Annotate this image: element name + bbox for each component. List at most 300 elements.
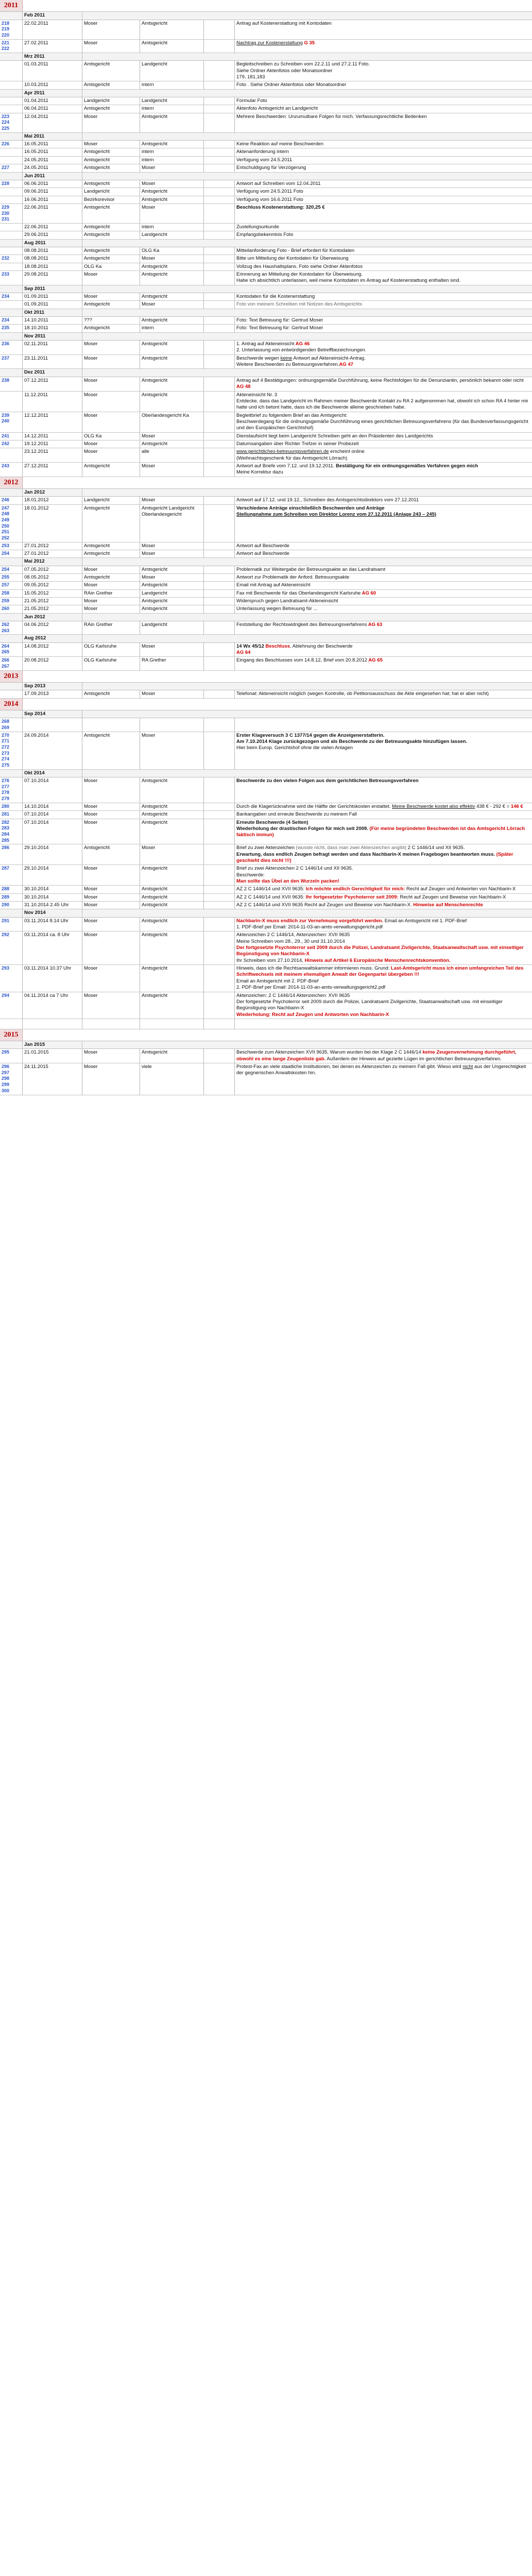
document-number: 290 [2, 902, 10, 908]
recipient-cell: Amtsgericht [140, 263, 204, 271]
year-spacer [82, 0, 532, 11]
subject-text: Protest-Fax an viele staatliche Institutionen, bei denen es Aktenzeichen zu meinem Fall gibt. Wieso wird [236, 1064, 463, 1070]
document-row [0, 341, 532, 355]
subject-text: Nachbarin-X muss endlich zur Vernehmung vorgeführt werden. [236, 918, 384, 924]
document-number: 289 [2, 894, 10, 900]
month-header [0, 909, 532, 917]
subject-text: Fax mit Beschwerde für das Oberlandesgericht Karlsruhe [236, 590, 361, 596]
pages-cell [204, 113, 235, 133]
subject-text: AZ 2 C 1446/14 und XVII 9635: [236, 886, 306, 892]
month-spacer [0, 369, 23, 376]
month-spacer [0, 53, 23, 60]
month-header [0, 240, 532, 247]
row-number-cell [0, 271, 23, 285]
subject-line [236, 455, 530, 462]
date-cell: 08.08.2011 [23, 247, 82, 255]
subject-text: Datumsangaben über Richter Trefzer in seiner Probezeit [236, 440, 359, 447]
pages-cell [204, 204, 235, 224]
subject-text: Siehe Ordner Aktenfotos oder Monatsordner [236, 67, 333, 74]
month-header [0, 173, 532, 180]
date-cell: 07.10.2014 [23, 811, 82, 819]
subject-text: AG 48 [236, 384, 251, 390]
subject-text: Antwort auf Briefe vom 7.12. und 19.12.2011. [236, 463, 336, 469]
month-spacer [82, 53, 532, 60]
date-cell: 14.10.2014 [23, 803, 82, 811]
pages-cell [204, 224, 235, 231]
sender-cell: Landgericht [82, 188, 140, 196]
pages-cell [204, 811, 235, 819]
pages-cell [204, 1063, 235, 1095]
month-spacer [82, 133, 532, 140]
date-cell: 24.09.2014 [23, 732, 82, 770]
pages-cell [204, 894, 235, 902]
recipient-cell: Landgericht [140, 621, 204, 635]
recipient-cell: Amtsgericht [140, 582, 204, 589]
month-header [0, 710, 532, 718]
date-cell: 18.01.2012 [23, 505, 82, 543]
subject-line [236, 149, 530, 155]
recipient-cell: Amtsgericht [140, 992, 204, 1019]
sender-cell: Amtsgericht [82, 505, 140, 543]
document-number: 263 [2, 628, 10, 633]
row-number-cell [0, 918, 23, 932]
date-cell: 29.10.2014 [23, 844, 82, 865]
empty-cell [140, 1019, 204, 1029]
row-number-cell [0, 550, 23, 558]
subject-line [236, 224, 530, 230]
document-row [0, 718, 532, 732]
pages-cell [204, 732, 235, 770]
date-cell: 09.05.2012 [23, 582, 82, 589]
subject-cell [235, 141, 532, 148]
date-cell: 23.12.2011 [23, 448, 82, 463]
recipient-cell: Amtsgericht [140, 918, 204, 932]
date-cell: 19.12.2011 [23, 440, 82, 448]
date-cell: 14.10.2011 [23, 317, 82, 325]
subject-line [236, 551, 530, 557]
date-cell: 21.05.2012 [23, 598, 82, 605]
subject-text: Widerspruch gegen Landratsamt-Akteneinsicht [236, 598, 338, 604]
month-spacer [82, 710, 532, 718]
row-number-cell [0, 886, 23, 893]
date-cell: 16.05.2011 [23, 141, 82, 148]
subject-text: AG 47 [339, 362, 353, 368]
document-number: 250 [2, 523, 10, 529]
document-row [0, 605, 532, 613]
subject-line [236, 866, 530, 872]
subject-text: Meine Schreiben vom 28., 29., 30 und 31.10.2014 [236, 938, 345, 944]
month-header [0, 285, 532, 293]
document-number: 293 [2, 965, 10, 971]
recipient-cell: Amtsgericht [140, 902, 204, 909]
document-row [0, 844, 532, 865]
year-spacer [23, 699, 82, 710]
pages-cell [204, 543, 235, 550]
row-number-cell [0, 811, 23, 819]
document-row [0, 97, 532, 105]
recipient-cell: Landgericht [140, 61, 204, 81]
sender-cell: Amtsgericht [82, 204, 140, 224]
subject-cell [235, 301, 532, 309]
pages-cell [204, 247, 235, 255]
recipient-cell: intern [140, 105, 204, 113]
document-number: 299 [2, 1082, 10, 1088]
document-number: 234 [2, 294, 10, 299]
recipient-cell: Amtsgericht [140, 931, 204, 965]
subject-cell [235, 657, 532, 670]
date-cell: 18.08.2011 [23, 263, 82, 271]
sender-cell: Amtsgericht [82, 180, 140, 188]
subject-text: Aktenzeichen: 2 C 1446/14 Aktenzeichen: XVII 9635 [236, 992, 350, 998]
empty-cell [235, 718, 532, 732]
date-cell: 04.11.2014 ca 7 Uhr [23, 992, 82, 1019]
month-spacer [0, 770, 23, 777]
subject-text: (Für meine begründeten Beschwerden ist das Amtsgericht Lörrach faktisch immun) [236, 825, 525, 838]
sender-cell: Amtsgericht [82, 255, 140, 263]
subject-text: Aktenzeichen 2 C 1446/14, Aktenzeichen: XVII 9635 [236, 932, 350, 938]
date-cell: 30.10.2014 [23, 894, 82, 902]
month-spacer [0, 133, 23, 140]
document-number: 274 [2, 756, 10, 762]
subject-text: Zustellungsurkunde [236, 224, 279, 230]
subject-line [236, 189, 530, 195]
subject-line [236, 82, 530, 88]
subject-line [236, 778, 530, 784]
pages-cell [204, 902, 235, 909]
subject-line [236, 643, 530, 650]
subject-text: Telefonat: Akteneinsicht möglich (wegen Kontrolle, ob Petitionsausschuss die Akte eingesehen hat; hat er aber nicht) [236, 691, 489, 697]
subject-cell [235, 865, 532, 886]
document-row [0, 621, 532, 635]
document-number: 242 [2, 440, 10, 446]
pages-cell [204, 819, 235, 845]
document-row [0, 377, 532, 392]
subject-cell [235, 377, 532, 392]
document-number: 239 [2, 412, 10, 418]
row-number-cell [0, 105, 23, 113]
empty-cell [140, 718, 204, 732]
month-label: Aug 2012 [23, 635, 82, 642]
month-spacer [82, 240, 532, 247]
date-cell: 08.05.2012 [23, 574, 82, 582]
subject-text: Antrag auf Kostenerstattung mit Kontodaten [236, 20, 332, 26]
subject-line [236, 419, 530, 432]
sender-cell: Amtsgericht [82, 301, 140, 309]
date-cell: 29.06.2011 [23, 231, 82, 239]
subject-line [236, 958, 530, 964]
year-label: 2013 [0, 671, 23, 682]
recipient-cell: Amtsgericht [140, 141, 204, 148]
row-number-cell [0, 231, 23, 239]
subject-cell [235, 433, 532, 440]
subject-cell [235, 317, 532, 325]
pages-cell [204, 188, 235, 196]
recipient-cell: Amtsgericht [140, 811, 204, 819]
sender-cell: Amtsgericht [82, 325, 140, 332]
subject-cell [235, 293, 532, 301]
month-spacer [0, 489, 23, 496]
document-number: 249 [2, 517, 10, 522]
document-number: 282 [2, 819, 10, 825]
row-number-cell [0, 657, 23, 670]
pages-cell [204, 97, 235, 105]
document-row [0, 582, 532, 589]
subject-line [236, 567, 530, 573]
subject-text: 14 Wx 45/12 [236, 643, 266, 649]
document-row [0, 598, 532, 605]
row-number-cell [0, 20, 23, 40]
sender-cell: Moser [82, 40, 140, 53]
subject-text: Ich möchte endlich Gerechtigkeit für mich: [305, 886, 405, 892]
subject-text: erscheint online [329, 449, 365, 455]
row-number-cell [0, 844, 23, 865]
pages-cell [204, 844, 235, 865]
subject-text: keine Zeugenvernehmung durchgeführt, obwohl es eine lange Zeugenliste gab. [236, 1049, 517, 1062]
subject-text: Brief zu zwei Aktenzeichen [236, 845, 296, 851]
empty-cell [204, 1019, 235, 1029]
date-cell: 22.06.2011 [23, 224, 82, 231]
date-cell: 08.08.2011 [23, 255, 82, 263]
document-row [0, 931, 532, 965]
subject-text: Entdecke, dass das Landgericht im Rahmen meiner Beschwerde Kontakt zu RA 2 aufgenommen hat, obwohl ich schon RA 4 hinter mir hatte und ich betont hatte, dass ich die Beschwerde alleine geschrieben habe. [236, 398, 528, 411]
sender-cell: Amtsgericht [82, 81, 140, 89]
row-number-cell [0, 505, 23, 543]
recipient-cell: Amtsgericht [140, 113, 204, 133]
pages-cell [204, 81, 235, 89]
subject-line [236, 965, 530, 978]
recipient-cell: Moser [140, 543, 204, 550]
document-row [0, 732, 532, 770]
subject-cell [235, 690, 532, 698]
sender-cell: Moser [82, 377, 140, 392]
sender-cell: OLG Karlsruhe [82, 643, 140, 657]
row-number-cell [0, 196, 23, 204]
sender-cell: Moser [82, 1063, 140, 1095]
recipient-cell: RA Grether [140, 657, 204, 670]
date-cell: 10.03.2011 [23, 81, 82, 89]
subject-text: Verschiedene Anträge einschließlich Beschwerden und Anträge [236, 505, 385, 511]
recipient-cell: Moser [140, 255, 204, 263]
document-number: 278 [2, 790, 10, 795]
document-number: 230 [2, 210, 10, 216]
subject-text: Mehrere Beschwerden: Unzumutbare Folgen für mich. Verfassungsrechtliche Bedenken [236, 113, 427, 120]
subject-cell [235, 263, 532, 271]
document-number: 247 [2, 505, 10, 511]
subject-text: Aktenanforderung intern [236, 149, 289, 155]
subject-text: Dienstaufsicht liegt beim Landgericht Schreiben geht an den Präsidenten des Landgerichts [236, 433, 433, 439]
subject-text: Beschwerde: [236, 872, 265, 878]
document-number: 233 [2, 272, 10, 277]
document-number: 246 [2, 497, 10, 503]
document-number: 237 [2, 355, 10, 361]
sender-cell: Moser [82, 865, 140, 886]
subject-text: Durch die Klagerücknahme wird die Hälfte der Gerichtskosten erstattet. [236, 803, 392, 809]
subject-text: Ihr fortgesetzter Psychoterror seit 2009: [305, 894, 399, 900]
subject-text: Bestätigung für ein ordnungsgemäßes Verfahren gegen mich [336, 463, 478, 469]
recipient-cell: intern [140, 325, 204, 332]
month-label: Mai 2012 [23, 558, 82, 565]
subject-text: Man sollte das Übel an den Wurzeln packen! [236, 878, 339, 884]
year-spacer [23, 671, 82, 682]
recipient-cell: Amtsgericht [140, 271, 204, 285]
month-label: Nov 2011 [23, 333, 82, 340]
pages-cell [204, 341, 235, 355]
subject-line [236, 590, 530, 597]
subject-line [236, 264, 530, 270]
subject-cell [235, 448, 532, 463]
subject-text: Foto: Text Betreuung für: Gertrud Moser [236, 325, 323, 331]
subject-text: AG 60 [361, 590, 376, 596]
subject-line [236, 413, 530, 419]
document-number: 234 [2, 317, 10, 323]
month-spacer [0, 173, 23, 180]
date-cell: 23.11.2011 [23, 355, 82, 369]
subject-line [236, 197, 530, 203]
pages-cell [204, 392, 235, 412]
document-row [0, 105, 532, 113]
document-row [0, 886, 532, 893]
recipient-cell: Amtsgericht [140, 894, 204, 902]
document-row [0, 803, 532, 811]
document-number: 275 [2, 762, 10, 768]
subject-text: Antwort auf Schreiben vom 12.04.2011 [236, 180, 321, 187]
year-spacer [82, 477, 532, 488]
document-number: 221 [2, 40, 10, 45]
document-number: 225 [2, 126, 10, 131]
document-row [0, 965, 532, 992]
subject-text: Vollzug des Haushaltsplans. Foto siehe Ordner Aktenfotos [236, 263, 363, 269]
subject-text: Wiederholung: Recht auf Zeugen und Antworten von Nachbarin-X [236, 1011, 389, 1018]
recipient-cell: Moser [140, 550, 204, 558]
document-row [0, 657, 532, 670]
subject-text: Ihr Schreiben vom 27.10.2014, [236, 957, 305, 963]
document-number: 254 [2, 566, 10, 572]
recipient-cell: Landgericht [140, 231, 204, 239]
subject-line [236, 978, 530, 985]
subject-text: AG 65 [367, 657, 383, 664]
row-number-cell [0, 301, 23, 309]
subject-cell [235, 341, 532, 355]
row-number-cell [0, 992, 23, 1019]
document-number: 280 [2, 803, 10, 809]
document-row [0, 448, 532, 463]
subject-text: Beschluss [236, 204, 261, 210]
recipient-cell: Amtsgericht [140, 40, 204, 53]
document-number: 277 [2, 784, 10, 789]
row-number-cell [0, 605, 23, 613]
subject-cell [235, 164, 532, 172]
document-number: 219 [2, 26, 10, 32]
pages-cell [204, 141, 235, 148]
subject-cell [235, 643, 532, 657]
row-number-cell [0, 81, 23, 89]
month-spacer [82, 369, 532, 376]
document-row [0, 902, 532, 909]
month-label: Aug 2011 [23, 240, 82, 247]
subject-line [236, 1049, 530, 1062]
recipient-cell: Amtsgericht [140, 819, 204, 845]
date-cell: 24.05.2011 [23, 164, 82, 172]
recipient-cell: Amtsgericht [140, 188, 204, 196]
subject-cell [235, 1063, 532, 1095]
recipient-cell: Amtsgericht [140, 777, 204, 803]
recipient-cell: Amtsgericht [140, 317, 204, 325]
row-number-cell [0, 440, 23, 448]
row-number-cell [0, 1063, 23, 1095]
subject-line [236, 945, 530, 958]
recipient-cell: intern [140, 81, 204, 89]
date-cell: 22.06.2011 [23, 204, 82, 224]
pages-cell [204, 231, 235, 239]
recipient-cell: intern [140, 224, 204, 231]
sender-cell: Amtsgericht [82, 844, 140, 865]
recipient-cell: Amtsgericht [140, 355, 204, 369]
pages-cell [204, 196, 235, 204]
date-cell: 22.02.2011 [23, 20, 82, 40]
subject-cell [235, 355, 532, 369]
date-cell: 31.10.2014 2.45 Uhr [23, 902, 82, 909]
subject-cell [235, 543, 532, 550]
subject-line [236, 21, 530, 27]
row-number-cell [0, 902, 23, 909]
subject-text: (wusste nicht, dass man zwei Aktenzeichen angibt) [296, 845, 407, 851]
subject-text: Erwartung, dass endlich Zeugen befragt werden und dass Nachbarin-X meinen Fragebogen beantworten muss. [236, 851, 496, 857]
subject-cell [235, 180, 532, 188]
month-spacer [82, 173, 532, 180]
subject-text: Last-Amtsgericht muss ich einen umfangreichen Teil des Schriftwechsels mit meinem ehemaligen Anwalt der Gegenpartei übergeben !!! [236, 965, 524, 978]
subject-text: Foto von meinem Schreiben mit Notizen des Amtsgerichts [236, 301, 362, 308]
sender-cell: Moser [82, 811, 140, 819]
subject-cell [235, 113, 532, 133]
document-row [0, 255, 532, 263]
sender-cell: Moser [82, 392, 140, 412]
document-number: 271 [2, 738, 10, 744]
subject-text: Foto . Siehe Ordner Aktenfotos oder Monatsordner [236, 82, 347, 88]
subject-text: Email mit Antrag auf Akteneinsicht [236, 582, 311, 588]
month-spacer [0, 240, 23, 247]
subject-text: AG 64 [236, 650, 251, 656]
sender-cell: Bezirksrevisor [82, 196, 140, 204]
document-row [0, 543, 532, 550]
document-row [0, 392, 532, 412]
subject-text: (Später geschieht dies nicht !!!) [236, 851, 513, 863]
pages-cell [204, 803, 235, 811]
sender-cell: Moser [82, 293, 140, 301]
pages-cell [204, 590, 235, 598]
document-row [0, 148, 532, 156]
sender-cell: Moser [82, 113, 140, 133]
empty-cell [235, 1019, 532, 1029]
subject-text: Weitere Beschwerden zu Betreuungsverfahren. [236, 362, 339, 368]
date-cell: 16.05.2011 [23, 148, 82, 156]
document-number: 281 [2, 811, 10, 817]
document-number: 224 [2, 120, 10, 125]
date-cell: 04.06.2012 [23, 621, 82, 635]
recipient-cell: Amtsgericht [140, 865, 204, 886]
subject-text: Beschluss [265, 643, 290, 649]
subject-cell [235, 992, 532, 1019]
subject-cell [235, 440, 532, 448]
document-number: 232 [2, 256, 10, 261]
year-spacer [82, 699, 532, 710]
subject-text: Bitte um Mitteilung der Kontodaten für Überweisung [236, 256, 349, 262]
subject-line [236, 433, 530, 439]
subject-cell [235, 590, 532, 598]
pages-cell [204, 574, 235, 582]
pages-cell [204, 690, 235, 698]
pages-cell [204, 505, 235, 543]
date-cell: 12.12.2011 [23, 412, 82, 433]
